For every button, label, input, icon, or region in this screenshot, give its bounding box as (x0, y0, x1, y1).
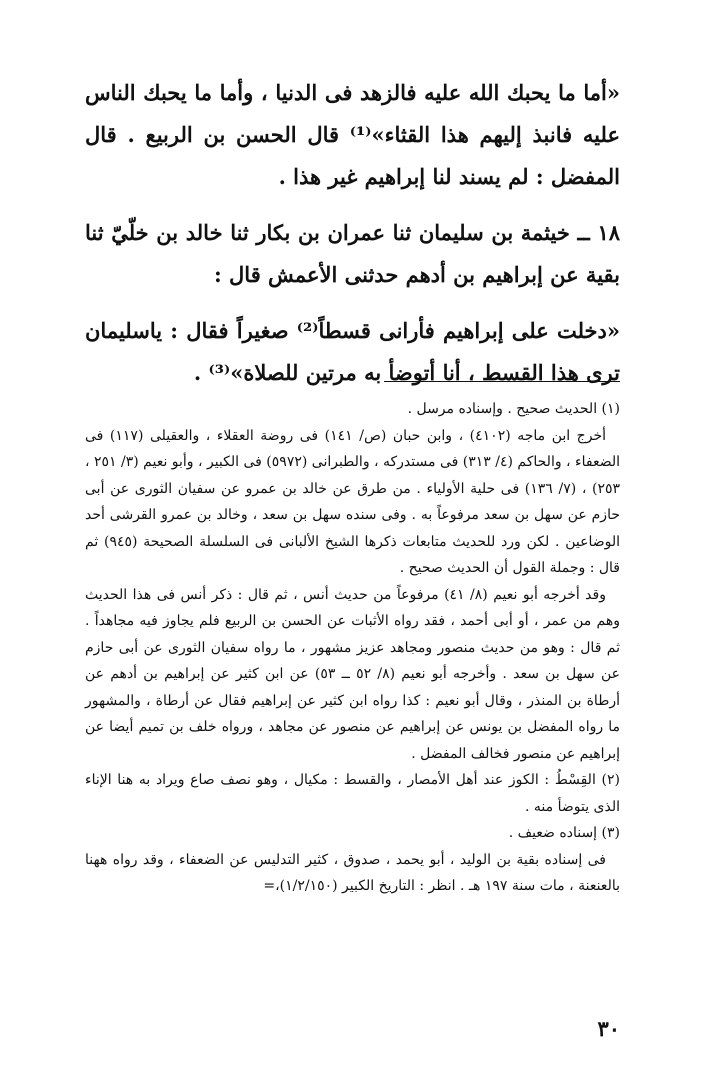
footnotes (85, 396, 620, 900)
footnote-1-heading: (١) الحديث صحيح . وإسناده مرسل . (407, 401, 620, 417)
footnote-separator (384, 381, 620, 382)
main-paragraph-hadith-18: ١٨ ــ خيثمة بن سليمان ثنا عمران بن بكار ثنا خالد بن خلّيّ ثنا بقية عن إبراهيم بن أدهم حدثنى الأعمش قال : (85, 220, 620, 287)
main-paragraph-3: «دخلت على إبراهيم فأرانى قسطاً⁽²⁾ صغيراً فقال : ياسليمان ترى هذا القسط ، أنا أتوضأ به مرتين للصلاة»⁽³⁾ . (85, 318, 620, 385)
main-text (85, 72, 620, 394)
page-number: ٣٠ (597, 1016, 620, 1041)
footnote-2: (٢) القِسْطُ : الكوز عند أهل الأمصار ، والقسط : مكيال ، وهو نصف صاع ويراد به هنا الإناء الذى يتوضأ منه . (85, 772, 620, 815)
main-paragraph-1: «أما ما يحبك الله عليه فالزهد فى الدنيا ، وأما ما يحبك الناس عليه فانبذ إليهم هذا القثاء»⁽¹⁾ قال الحسن بن الربيع . قال المفضل : لم يسند لنا إبراهيم غير هذا . (85, 80, 620, 189)
footnote-1-comment: وقد أخرجه أبو نعيم (٨/ ٤١) مرفوعاً من حديث أنس ، ثم قال : ذكر أنس فى هذا الحديث وهم من عمر ، أو أبى أحمد ، فقد رواه الأثبات عن الحسن بن الربيع فلم يجاوز فيه مجاهداً . ثم قال : وهو من حديث منصور ومجاهد عزيز مشهور ، ما رواه سفيان الثورى عن أبى حازم عن سهل بن سعد . وأخرجه أبو نعيم (٨/ ٥٢ ــ ٥٣) عن ابن كثير عن إبراهيم بن أدهم عن أرطاة بن المنذر ، وقال أبو نعيم : كذا رواه ابن كثير عن إبراهيم فقال عن أرطاة ، والمشهور ما رواه المفضل بن يونس عن إبراهيم عن منصور عن مجاهد ، ورواه خلف بن تميم أيضا عن إبراهيم عن منصور فخالف المفضل . (85, 586, 620, 762)
footnote-3-body: فى إسناده بقية بن الوليد ، أبو يحمد ، صدوق ، كثير التدليس عن الضعفاء ، وقد رواه ههنا بالعنعنة ، مات سنة ١٩٧ هـ . انظر : التاريخ الكبير (١/٢/١٥٠)،= (85, 851, 620, 894)
footnote-3-heading: (٣) إسناده ضعيف . (508, 825, 620, 841)
footnote-1-sources: أخرج ابن ماجه (٤١٠٢) ، وابن حبان (ص/ ١٤١) فى روضة العقلاء ، والعقيلى (١١٧) فى الضعفاء ، والحاكم (٤/ ٣١٣) فى مستدركه ، والطبرانى (٥٩٧٢) فى الكبير ، وأبو نعيم (٣/ ٢٥١ ، ٢٥٣) ، (٧/ ١٣٦) فى حلية الأولياء . من طرق عن خالد بن عمرو عن سفيان الثورى عن أبى حازم عن سهل بن سعد مرفوعاً به . وفى سنده سهل بن سعد ، وخالد بن عمرو القرشى أحد الوضاعين . لكن ورد للحديث متابعات ذكرها الشيخ الألبانى فى السلسلة الصحيحة (٩٤٥) ثم قال : وجملة القول أن الحديث صحيح . (85, 427, 621, 576)
